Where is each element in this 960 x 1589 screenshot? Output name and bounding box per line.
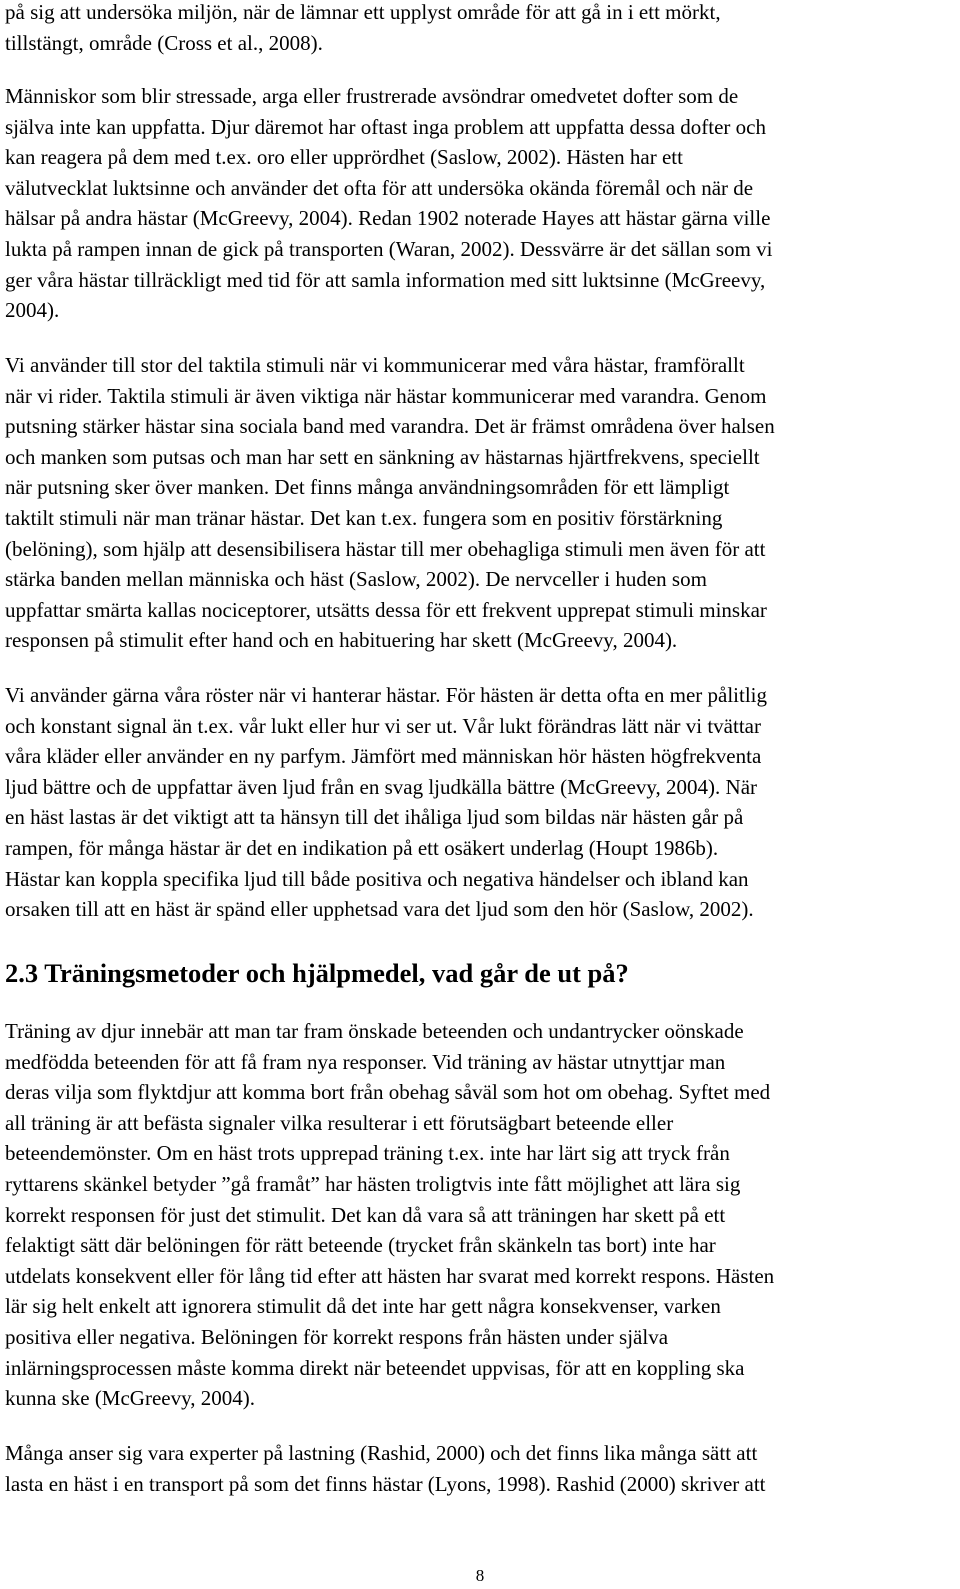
text-line: lär sig helt enkelt att ignorera stimulit då det inte har gett några konsekvenser, varken — [5, 1294, 721, 1319]
text-line: (belöning), som hjälp att desensibilisera hästar till mer obehagliga stimuli men även för att — [5, 536, 766, 561]
paragraph-intro-continued — [5, 0, 955, 58]
text-line: korrekt responsen för just det stimulit. Det kan då vara så att träningen har skett på ett — [5, 1202, 726, 1227]
text-line: en häst lastas är det viktigt att ta hänsyn till det ihåliga ljud som bildas när hästen går på — [5, 805, 744, 830]
text-line: utdelats konsekvent eller för lång tid efter att hästen har svarat med korrekt respons. Hästen — [5, 1263, 775, 1288]
text-line: medfödda beteenden för att få fram nya responser. Vid träning av hästar utnyttjar man — [5, 1049, 726, 1074]
text-line: och konstant signal än t.ex. vår lukt eller hur vi ser ut. Vår lukt förändras lätt när vi tvättar — [5, 713, 761, 738]
section-heading: 2.3 Träningsmetoder och hjälpmedel, vad går de ut på? — [5, 958, 629, 988]
text-line: ljud bättre och de uppfattar även ljud från en svag ljudkälla bättre (McGreevy, 2004). När — [5, 774, 758, 799]
text-line: taktilt stimuli när man tränar hästar. Det kan t.ex. fungera som en positiv förstärkning — [5, 505, 723, 530]
text-line: beteendemönster. Om en häst trots upprepad träning t.ex. inte har lärt sig att tryck från — [5, 1141, 730, 1166]
text-line: stärka banden mellan människa och häst (Saslow, 2002). De nervceller i huden som — [5, 567, 707, 592]
text-line: Träning av djur innebär att man tar fram önskade beteenden och undantrycker oönskade — [5, 1019, 744, 1043]
text-line: 2004). — [5, 298, 60, 323]
paragraph-loading — [5, 1438, 955, 1499]
text-line: deras vilja som flyktdjur att komma bort från obehag såväl som hot om obehag. Syftet med — [5, 1080, 771, 1105]
text-line: lukta på rampen innan de gick på transporten (Waran, 2002). Dessvärre är det sällan som vi — [5, 236, 773, 261]
text-line: kan reagera på dem med t.ex. oro eller upprördhet (Saslow, 2002). Hästen har ett — [5, 145, 683, 170]
text-line: och manken som putsas och man har sett en sänkning av hästarnas hjärtfrekvens, speciellt — [5, 444, 760, 469]
text-line: responsen på stimulit efter hand och en habituering har skett (McGreevy, 2004). — [5, 628, 678, 653]
text-line: när vi rider. Taktila stimuli är även viktiga när hästar kommunicerar med varandra. Genom — [5, 383, 767, 408]
text-line: ryttarens skänkel betyder ”gå framåt” har hästen troligtvis inte fått möjlighet att lära sig — [5, 1171, 741, 1196]
text-line: kunna ske (McGreevy, 2004). — [5, 1386, 255, 1411]
text-line: när putsning sker över manken. Det finns många användningsområden för ett lämpligt — [5, 475, 730, 500]
text-line: felaktigt sätt där belöningen för rätt beteende (trycket från skänkeln tas bort) inte har — [5, 1233, 716, 1258]
text-line: Många anser sig vara experter på lastning (Rashid, 2000) och det finns lika många sätt att — [5, 1441, 758, 1465]
paragraph-tactile — [5, 350, 955, 656]
text-line: på sig att undersöka miljön, när de lämnar ett upplyst område för att gå in i ett mörkt, — [5, 0, 721, 24]
text-line: ger våra hästar tillräckligt med tid för att samla information med sitt luktsinne (McGreevy, — [5, 267, 766, 292]
text-line: välutvecklat luktsinne och använder det ofta för att undersöka okända föremål och när de — [5, 175, 754, 200]
text-line: orsaken till att en häst är spänd eller upphetsad vara det ljud som den hör (Saslow, 2002). — [5, 897, 754, 922]
paragraph-training — [5, 1016, 955, 1414]
text-line: lasta en häst i en transport på som det finns hästar (Lyons, 1998). Rashid (2000) skriver att — [5, 1471, 766, 1496]
text-line: rampen, för många hästar är det en indikation på ett osäkert underlag (Houpt 1986b). — [5, 835, 719, 860]
text-line: hälsar på andra hästar (McGreevy, 2004). Redan 1902 noterade Hayes att hästar gärna ville — [5, 206, 771, 231]
text-line: Vi använder till stor del taktila stimuli när vi kommunicerar med våra hästar, framförallt — [5, 353, 745, 377]
text-line: själva inte kan uppfatta. Djur däremot har oftast inga problem att uppfatta dessa dofter och — [5, 114, 766, 139]
text-line: tillstängt, område (Cross et al., 2008). — [5, 30, 323, 55]
text-line: inlärningsprocessen måste komma direkt när beteendet uppvisas, för att en koppling ska — [5, 1355, 745, 1380]
text-line: positiva eller negativa. Belöningen för korrekt respons från hästen under själva — [5, 1324, 669, 1349]
text-line: Hästar kan koppla specifika ljud till både positiva och negativa händelser och ibland kan — [5, 866, 749, 891]
text-line: putsning stärker hästar sina sociala band med varandra. Det är främst områdena över halsen — [5, 414, 775, 439]
paragraph-voice — [5, 680, 955, 925]
paragraph-smell — [5, 81, 955, 326]
text-line: Människor som blir stressade, arga eller frustrerade avsöndrar omedvetet dofter som de — [5, 84, 739, 108]
text-line: Vi använder gärna våra röster när vi hanterar hästar. För hästen är detta ofta en mer pålitlig — [5, 683, 767, 707]
text-line: våra kläder eller använder en ny parfym. Jämfört med människan hör hästen högfrekventa — [5, 744, 762, 769]
text-line: uppfattar smärta kallas nociceptorer, utsätts dessa för ett frekvent upprepat stimuli minskar — [5, 597, 767, 622]
text-line: all träning är att befästa signaler vilka resulterar i ett förutsägbart beteende eller — [5, 1110, 674, 1135]
page-number: 8 — [475, 1566, 485, 1585]
